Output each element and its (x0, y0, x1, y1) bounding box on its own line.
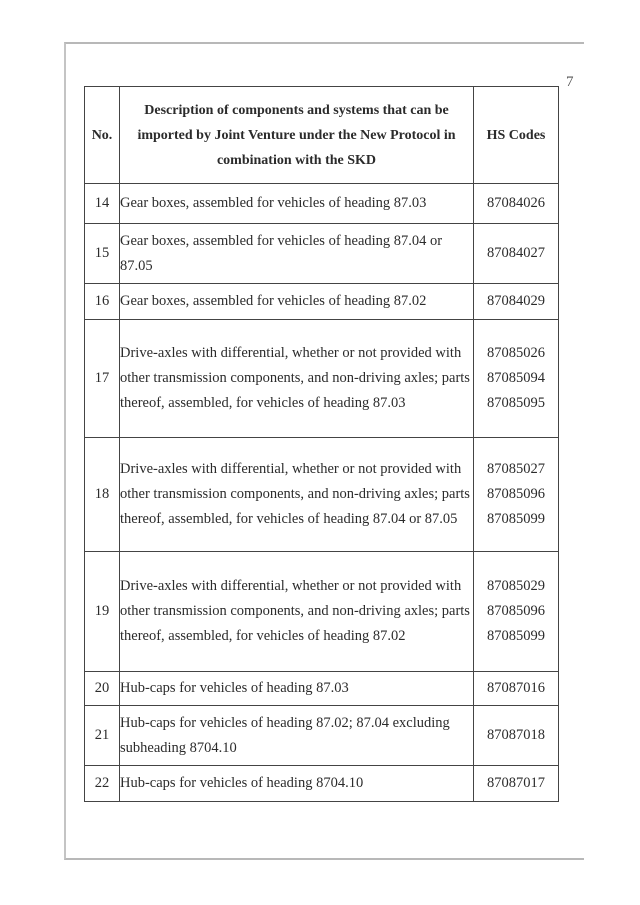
row-description: Drive-axles with differential, whether or not provided with other transmission components, and non-driving axles; parts thereof, assembled, for vehicles of heading 87.04 or 87.05 (120, 438, 474, 552)
hs-code: 87084029 (487, 293, 545, 309)
hs-code: 87085099 (487, 628, 545, 644)
hs-code: 87084027 (487, 245, 545, 261)
row-number: 17 (85, 320, 120, 438)
header-description: Description of components and systems that can be imported by Joint Venture under the New Protocol in combination with the SKD (120, 87, 474, 184)
row-number: 18 (85, 438, 120, 552)
row-number: 16 (85, 284, 120, 320)
row-hs-codes (474, 706, 559, 766)
row-hs-codes (474, 766, 559, 802)
table-row (85, 224, 559, 284)
hs-code: 87085096 (487, 603, 545, 619)
hs-code: 87087016 (487, 680, 545, 696)
row-hs-codes (474, 320, 559, 438)
hs-code: 87085096 (487, 486, 545, 502)
row-hs-codes (474, 184, 559, 224)
row-number: 14 (85, 184, 120, 224)
hs-codes-table (84, 86, 559, 802)
row-number: 20 (85, 672, 120, 706)
hs-code: 87085094 (487, 370, 545, 386)
table-row (85, 706, 559, 766)
row-hs-codes (474, 672, 559, 706)
hs-code: 87085095 (487, 395, 545, 411)
row-description: Drive-axles with differential, whether or not provided with other transmission components, and non-driving axles; parts thereof, assembled, for vehicles of heading 87.02 (120, 552, 474, 672)
hs-code: 87087018 (487, 727, 545, 743)
header-hs-codes: HS Codes (474, 87, 559, 184)
table-row (85, 320, 559, 438)
header-no: No. (85, 87, 120, 184)
table-header-row (85, 87, 559, 184)
row-hs-codes (474, 552, 559, 672)
row-description: Hub-caps for vehicles of heading 87.02; 87.04 excluding subheading 8704.10 (120, 706, 474, 766)
table-row (85, 184, 559, 224)
row-description: Gear boxes, assembled for vehicles of heading 87.04 or 87.05 (120, 224, 474, 284)
row-hs-codes (474, 284, 559, 320)
row-number: 22 (85, 766, 120, 802)
row-number: 15 (85, 224, 120, 284)
hs-code: 87085027 (487, 461, 545, 477)
row-description: Hub-caps for vehicles of heading 87.03 (120, 672, 474, 706)
hs-code: 87085029 (487, 578, 545, 594)
hs-code: 87085099 (487, 511, 545, 527)
hs-code: 87085026 (487, 345, 545, 361)
hs-code: 87087017 (487, 775, 545, 791)
row-description: Gear boxes, assembled for vehicles of heading 87.02 (120, 284, 474, 320)
row-number: 19 (85, 552, 120, 672)
row-description: Hub-caps for vehicles of heading 8704.10 (120, 766, 474, 802)
table-body (85, 184, 559, 802)
table-row (85, 438, 559, 552)
page-number: 7 (566, 74, 574, 90)
table-row (85, 552, 559, 672)
table-row (85, 766, 559, 802)
row-hs-codes (474, 224, 559, 284)
row-description: Gear boxes, assembled for vehicles of heading 87.03 (120, 184, 474, 224)
row-number: 21 (85, 706, 120, 766)
table-row (85, 672, 559, 706)
row-hs-codes (474, 438, 559, 552)
table-row (85, 284, 559, 320)
hs-code: 87084026 (487, 195, 545, 211)
row-description: Drive-axles with differential, whether or not provided with other transmission components, and non-driving axles; parts thereof, assembled, for vehicles of heading 87.03 (120, 320, 474, 438)
